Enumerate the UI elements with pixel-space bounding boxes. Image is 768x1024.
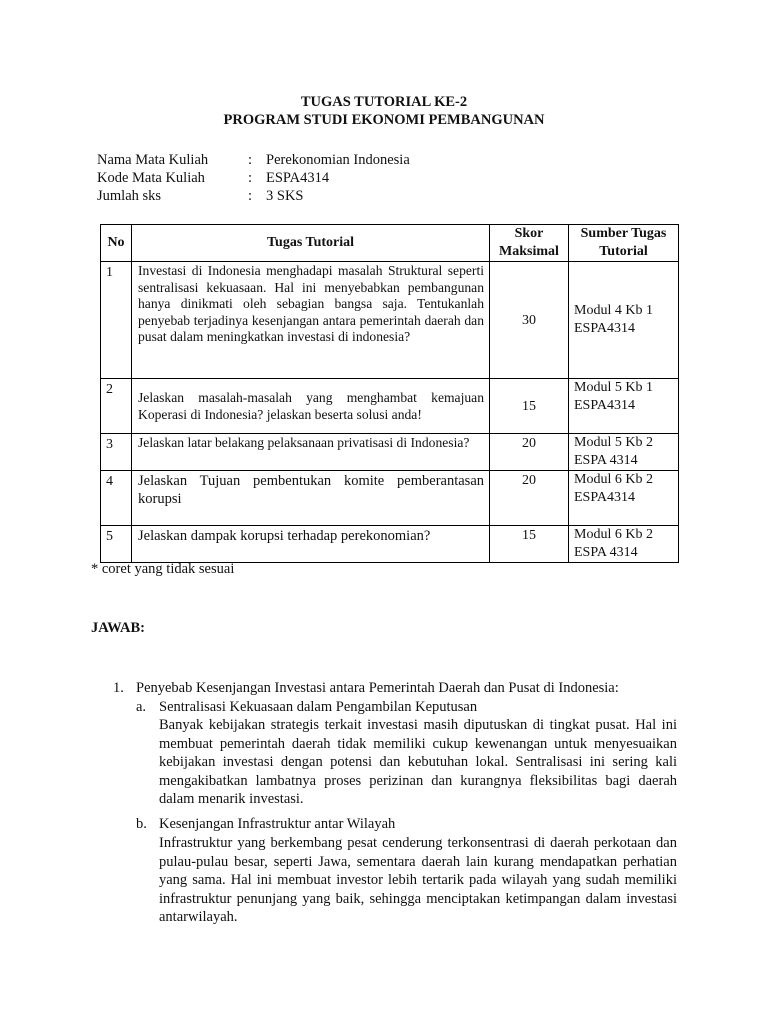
credits-label: Jumlah sks: [97, 188, 162, 204]
row2-source: [569, 379, 679, 434]
header-score-line2: Maksimal: [499, 244, 559, 259]
answer-1a-letter: a.: [136, 699, 147, 715]
row4-score: 20: [490, 471, 569, 526]
row5-score: 15: [490, 526, 569, 563]
program-title: PROGRAM STUDI EKONOMI PEMBANGUNAN: [223, 112, 545, 128]
row1-task: Investasi di Indonesia menghadapi masalah Struktural seperti sentralisasi kekuasaan. Hal ini menyebabkan pembangunan hanya dinikmati oleh sebagian bangsa saja. Tentukanlah penyebab terjadinya kesenjangan antara pemerintah daerah dan pusat dalam meningkatkan investasi di indonesia?: [132, 262, 490, 379]
header-score: [490, 225, 569, 262]
table-header-row: [101, 225, 679, 262]
header-task: Tugas Tutorial: [132, 225, 490, 262]
table-row: [101, 379, 679, 434]
answer-1b-letter: b.: [136, 816, 147, 832]
tasks-table: [100, 224, 679, 563]
row3-source: [569, 434, 679, 471]
row5-source: [569, 526, 679, 563]
row1-source-line1: Modul 4 Kb 1: [574, 303, 653, 318]
header-score-line1: Skor: [514, 226, 544, 241]
course-name-value: Perekonomian Indonesia: [266, 152, 410, 168]
row5-task: Jelaskan dampak korupsi terhadap perekonomian?: [132, 526, 490, 563]
answer-1-number: 1.: [113, 680, 124, 696]
credits-value: 3 SKS: [266, 188, 304, 204]
course-name-sep: :: [248, 152, 253, 168]
row3-source-line2: ESPA 4314: [574, 453, 638, 468]
row2-score: 15: [490, 379, 569, 434]
course-code-label: Kode Mata Kuliah: [97, 170, 205, 186]
row1-source-line2: ESPA4314: [574, 321, 635, 336]
row2-no: 2: [101, 379, 132, 434]
row4-source-line2: ESPA4314: [574, 490, 635, 505]
table-row: [101, 262, 679, 379]
credits-sep: :: [248, 188, 253, 204]
answer-1b-title: Kesenjangan Infrastruktur antar Wilayah: [159, 816, 396, 832]
header-no: No: [101, 225, 132, 262]
answer-1a-title: Sentralisasi Kekuasaan dalam Pengambilan Keputusan: [159, 699, 478, 715]
row2-source-line1: Modul 5 Kb 1: [574, 380, 653, 395]
answer-1-title: Penyebab Kesenjangan Investasi antara Pemerintah Daerah dan Pusat di Indonesia:: [136, 680, 619, 696]
row1-no: 1: [101, 262, 132, 379]
row3-no: 3: [101, 434, 132, 471]
row5-source-line1: Modul 6 Kb 2: [574, 527, 653, 542]
header-source-line1: Sumber Tugas: [580, 226, 667, 241]
header-source-line2: Tutorial: [599, 244, 648, 259]
row3-source-line1: Modul 5 Kb 2: [574, 435, 653, 450]
row4-task: Jelaskan Tujuan pembentukan komite pemberantasan korupsi: [132, 471, 490, 526]
row4-source: [569, 471, 679, 526]
answer-heading: JAWAB:: [91, 620, 145, 636]
table-row: [101, 434, 679, 471]
document-title: TUGAS TUTORIAL KE-2: [300, 94, 468, 110]
table-row: [101, 526, 679, 563]
answer-1a-body: Banyak kebijakan strategis terkait investasi masih diputuskan di tingkat pusat. Hal ini membuat pemerintah daerah tidak memiliki cukup kewenangan untuk menyesuaikan kebijakan investasi dengan potensi dan kebutuhan lokal. Sentralisasi ini sering kali mengakibatkan lambatnya proses perizinan dan kurangnya fleksibilitas bagi daerah dalam menarik investasi.: [159, 717, 677, 807]
row4-source-line1: Modul 6 Kb 2: [574, 472, 653, 487]
row5-no: 5: [101, 526, 132, 563]
course-name-label: Nama Mata Kuliah: [97, 152, 209, 168]
footnote: * coret yang tidak sesuai: [91, 561, 235, 577]
row4-no: 4: [101, 471, 132, 526]
row5-source-line2: ESPA 4314: [574, 545, 638, 560]
row1-score: 30: [490, 262, 569, 379]
row1-source: [569, 262, 679, 379]
course-code-value: ESPA4314: [266, 170, 330, 186]
row2-source-line2: ESPA4314: [574, 398, 635, 413]
row3-score: 20: [490, 434, 569, 471]
row3-task: Jelaskan latar belakang pelaksanaan privatisasi di Indonesia?: [132, 434, 490, 471]
course-code-sep: :: [248, 170, 253, 186]
table-row: [101, 471, 679, 526]
header-source: [569, 225, 679, 262]
answer-1b-body: Infrastruktur yang berkembang pesat cenderung terkonsentrasi di daerah perkotaan dan pulau-pulau besar, seperti Jawa, sementara daerah lain kurang mendapatkan perhatian yang sama. Hal ini membuat investor lebih tertarik pada wilayah yang sudah memiliki infrastruktur penunjang yang baik, sehingga menciptakan ketimpangan dalam investasi antarwilayah.: [159, 835, 677, 925]
row2-task: Jelaskan masalah-masalah yang menghambat kemajuan Koperasi di Indonesia? jelaskan beserta solusi anda!: [132, 379, 490, 434]
